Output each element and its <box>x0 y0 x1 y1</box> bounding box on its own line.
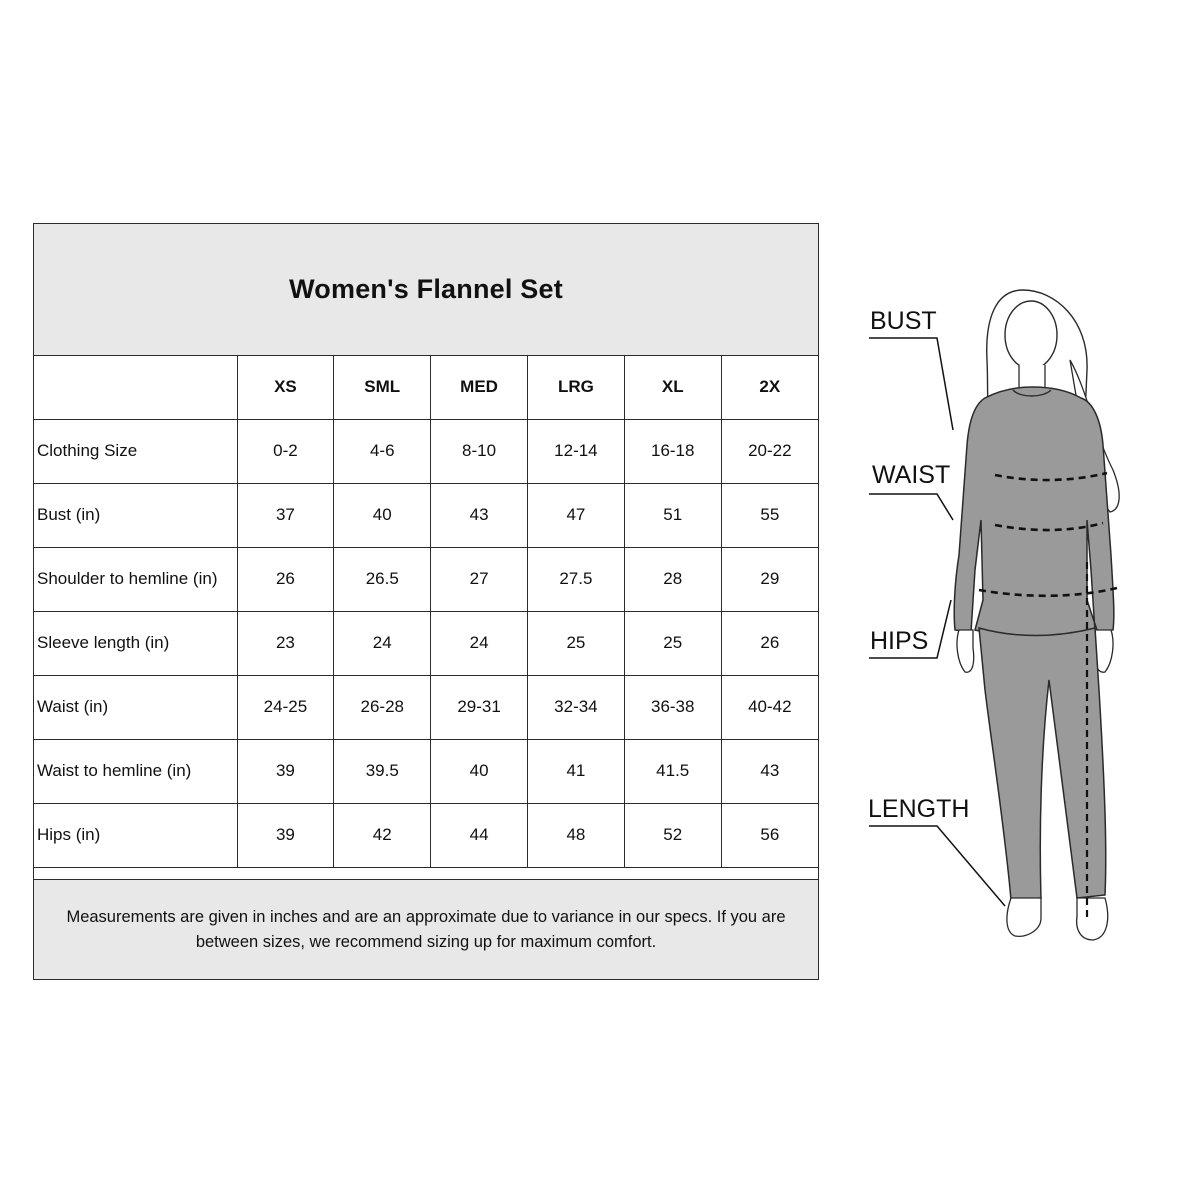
table-cell: 36-38 <box>624 675 721 739</box>
table-row <box>34 419 818 483</box>
right-foot <box>1077 898 1108 940</box>
model-illustration <box>855 270 1185 960</box>
table-cell: 29-31 <box>431 675 528 739</box>
row-label: Waist to hemline (in) <box>34 739 237 803</box>
bust-label: BUST <box>870 307 937 335</box>
table-cell: 55 <box>721 483 818 547</box>
table-cell: 42 <box>334 803 431 867</box>
table-cell: 40 <box>431 739 528 803</box>
row-label: Shoulder to hemline (in) <box>34 547 237 611</box>
pants <box>979 628 1106 900</box>
size-header: LRG <box>527 355 624 419</box>
table-cell: 48 <box>527 803 624 867</box>
table-cell: 12-14 <box>527 419 624 483</box>
bust-leader-line <box>869 338 953 430</box>
table-cell: 39 <box>237 739 334 803</box>
shirt <box>954 387 1114 638</box>
table-cell: 24 <box>334 611 431 675</box>
table-cell: 39.5 <box>334 739 431 803</box>
table-cell: 51 <box>624 483 721 547</box>
face <box>1005 301 1057 369</box>
table-cell: 52 <box>624 803 721 867</box>
table-row <box>34 739 818 803</box>
table-cell: 43 <box>431 483 528 547</box>
table-cell: 25 <box>527 611 624 675</box>
table-row <box>34 675 818 739</box>
row-label: Waist (in) <box>34 675 237 739</box>
length-label: LENGTH <box>868 795 970 823</box>
row-label: Sleeve length (in) <box>34 611 237 675</box>
table-cell: 41 <box>527 739 624 803</box>
size-header: XL <box>624 355 721 419</box>
table-cell: 40 <box>334 483 431 547</box>
measurement-note-band <box>34 879 818 979</box>
table-cell: 27 <box>431 547 528 611</box>
table-cell: 20-22 <box>721 419 818 483</box>
neck <box>1019 365 1045 388</box>
table-cell: 25 <box>624 611 721 675</box>
hips-label: HIPS <box>870 627 929 655</box>
table-cell: 56 <box>721 803 818 867</box>
table-cell: 4-6 <box>334 419 431 483</box>
table-cell: 32-34 <box>527 675 624 739</box>
waist-label: WAIST <box>872 461 951 489</box>
row-label: Hips (in) <box>34 803 237 867</box>
row-label: Clothing Size <box>34 419 237 483</box>
measurement-figure <box>855 270 1185 960</box>
size-chart <box>33 223 819 980</box>
left-hand <box>957 630 974 672</box>
waist-leader-line <box>869 494 953 520</box>
table-row <box>34 483 818 547</box>
table-cell: 24-25 <box>237 675 334 739</box>
length-leader-line <box>869 826 1005 906</box>
table-row <box>34 547 818 611</box>
table-cell: 16-18 <box>624 419 721 483</box>
header-corner <box>34 355 237 419</box>
table-cell: 43 <box>721 739 818 803</box>
size-header: 2X <box>721 355 818 419</box>
table-cell: 27.5 <box>527 547 624 611</box>
table-row <box>34 611 818 675</box>
chart-title: Women's Flannel Set <box>289 274 563 304</box>
table-cell: 0-2 <box>237 419 334 483</box>
measurement-note: Measurements are given in inches and are an approximate due to variance in our specs. If you are between sizes, we recommend sizing up for maximum comfort. <box>66 907 786 951</box>
size-header: MED <box>431 355 528 419</box>
table-cell: 40-42 <box>721 675 818 739</box>
table-cell: 26 <box>721 611 818 675</box>
size-header: XS <box>237 355 334 419</box>
table-cell: 28 <box>624 547 721 611</box>
table-cell: 37 <box>237 483 334 547</box>
table-cell: 29 <box>721 547 818 611</box>
table-row <box>34 803 818 867</box>
table-cell: 26.5 <box>334 547 431 611</box>
chart-title-band <box>34 224 818 356</box>
table-cell: 47 <box>527 483 624 547</box>
left-foot <box>1007 898 1041 936</box>
table-cell: 44 <box>431 803 528 867</box>
table-cell: 26-28 <box>334 675 431 739</box>
table-cell: 39 <box>237 803 334 867</box>
table-cell: 8-10 <box>431 419 528 483</box>
size-header-row <box>34 355 818 419</box>
row-label: Bust (in) <box>34 483 237 547</box>
size-table <box>34 355 818 868</box>
table-cell: 24 <box>431 611 528 675</box>
table-cell: 23 <box>237 611 334 675</box>
table-cell: 41.5 <box>624 739 721 803</box>
size-header: SML <box>334 355 431 419</box>
table-cell: 26 <box>237 547 334 611</box>
